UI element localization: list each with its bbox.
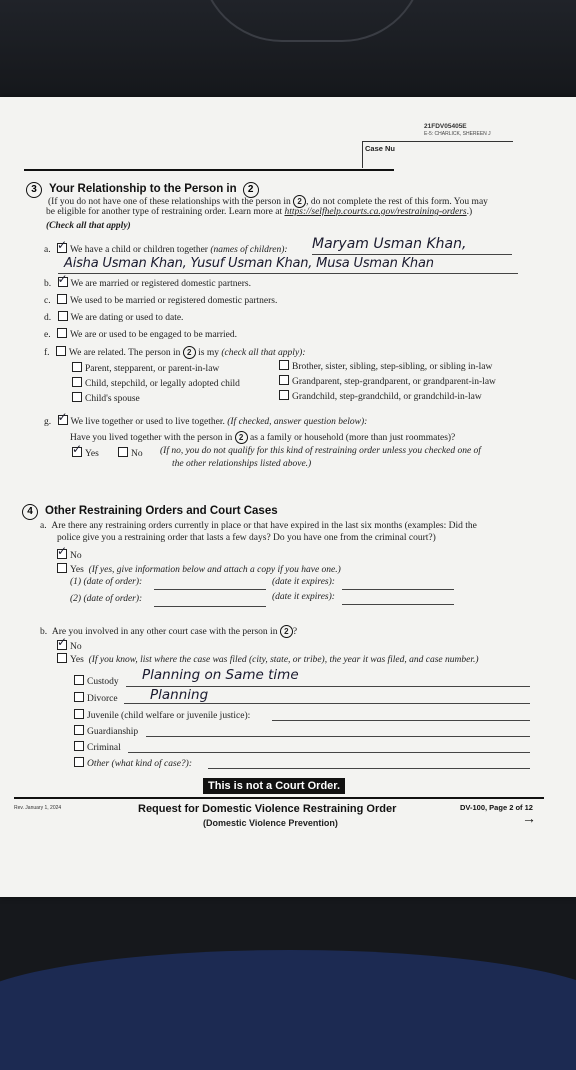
- g-note-line-1: (If no, you do not qualify for this kind of restraining order unless you checked one of: [160, 446, 481, 456]
- item-a-checkbox[interactable]: [57, 243, 67, 253]
- relative-checkbox[interactable]: [72, 392, 82, 402]
- case-other-line[interactable]: [208, 768, 530, 769]
- relative-childs-spouse: [72, 392, 140, 404]
- header-rule: [24, 169, 394, 171]
- item-d-letter: d.: [44, 313, 52, 323]
- g-no-label: No: [131, 449, 143, 459]
- item-e: [44, 328, 237, 340]
- case-guardianship-line[interactable]: [146, 736, 530, 737]
- relative-label: Child, stepchild, or legally adopted child: [85, 379, 240, 389]
- section-3-number: 3: [26, 182, 42, 198]
- s4-b-yes-label: Yes: [70, 655, 84, 665]
- relative-checkbox[interactable]: [279, 360, 289, 370]
- not-court-order-notice: This is not a Court Order.: [203, 778, 345, 794]
- item-e-text: We are or used to be engaged to be married.: [69, 330, 237, 340]
- g-yes-option: [72, 447, 99, 459]
- case-criminal-line[interactable]: [128, 752, 530, 753]
- case-juvenile: [74, 709, 250, 721]
- case-custody-checkbox[interactable]: [74, 675, 84, 685]
- s4-a-yes-note: (If yes, give information below and attach a copy if you have one.): [88, 565, 341, 575]
- case-divorce-line[interactable]: [124, 703, 530, 704]
- check-all-note: (Check all that apply): [46, 221, 131, 231]
- case-number-box: [362, 141, 513, 168]
- item-g-letter: g.: [44, 417, 52, 427]
- g-question-ref: 2: [235, 431, 248, 444]
- order-1-expires-label: (date it expires):: [272, 577, 335, 587]
- s4-a-yes-option: [57, 563, 341, 575]
- item-f-text-b: is my: [198, 348, 219, 358]
- case-criminal-label: Criminal: [87, 743, 121, 753]
- case-divorce-label: Divorce: [87, 694, 118, 704]
- s4-a-letter: a.: [40, 521, 47, 531]
- section-3-intro-line-2: [46, 207, 472, 217]
- next-page-arrow: →: [522, 810, 536, 826]
- item-f-checkbox[interactable]: [56, 346, 66, 356]
- item-g-note: (If checked, answer question below):: [227, 417, 368, 427]
- case-divorce: [74, 692, 118, 704]
- children-line-1: [312, 254, 512, 255]
- item-g-checkbox[interactable]: [58, 415, 68, 425]
- section-4-title: Other Restraining Orders and Court Cases: [45, 505, 278, 517]
- s4-b-no-label: No: [70, 642, 82, 652]
- section-3-title-ref: 2: [243, 182, 259, 198]
- item-f: [44, 346, 306, 359]
- relative-label: Brother, sister, sibling, step-sibling, or sibling in-law: [292, 362, 493, 372]
- item-f-note: (check all that apply):: [221, 348, 306, 358]
- order-2-expires-label: (date it expires):: [272, 592, 335, 602]
- case-custody-handwriting: Planning on Same time: [142, 667, 299, 683]
- order-1-expires-line[interactable]: [342, 589, 454, 590]
- item-f-text-a: We are related. The person in: [68, 348, 181, 358]
- children-names-line-2: Aisha Usman Khan, Yusuf Usman Khan, Musa Usman Khan: [64, 256, 434, 271]
- s4-a-yes-label: Yes: [70, 565, 84, 575]
- section-4-header: [22, 501, 278, 520]
- item-a-note: (names of children):: [210, 245, 288, 255]
- children-names-line-1: Maryam Usman Khan,: [312, 236, 467, 252]
- order-1-label: (1) (date of order):: [70, 577, 143, 587]
- section-4-number: 4: [22, 504, 38, 520]
- form-title: Request for Domestic Violence Restraining Order: [138, 803, 397, 815]
- item-d-checkbox[interactable]: [58, 311, 68, 321]
- g-question-b: as a family or household (more than just roommates)?: [250, 433, 456, 443]
- s4-a-no-label: No: [70, 551, 82, 561]
- case-juvenile-checkbox[interactable]: [74, 709, 84, 719]
- intro-1b: , do not complete the rest of this form. You may: [306, 197, 488, 207]
- s4-a-no-checkbox[interactable]: [57, 549, 67, 559]
- relative-checkbox[interactable]: [279, 390, 289, 400]
- case-criminal: [74, 741, 121, 753]
- s4-b-no-option: [57, 640, 82, 652]
- item-e-checkbox[interactable]: [57, 328, 67, 338]
- item-a: [44, 243, 288, 255]
- item-c-text: We used to be married or registered domestic partners.: [69, 296, 278, 306]
- g-yes-checkbox[interactable]: [72, 447, 82, 457]
- form-page: [0, 97, 576, 897]
- order-2-expires-line[interactable]: [342, 604, 454, 605]
- item-a-letter: a.: [44, 245, 51, 255]
- case-divorce-handwriting: Planning: [150, 687, 209, 703]
- case-other-checkbox[interactable]: [74, 757, 84, 767]
- children-line-2: [58, 273, 518, 274]
- relative-sibling: [279, 360, 492, 372]
- relative-checkbox[interactable]: [72, 362, 82, 372]
- item-g: [44, 415, 367, 427]
- section-3-title: Your Relationship to the Person in: [49, 183, 237, 195]
- s4-b-q-b: ?: [292, 627, 298, 637]
- relative-grandparent: [279, 375, 496, 387]
- s4-a-no-option: [57, 549, 82, 561]
- case-juvenile-label: Juvenile (child welfare or juvenile justice):: [87, 711, 251, 721]
- case-criminal-checkbox[interactable]: [74, 741, 84, 751]
- g-question-a: Have you lived together with the person in: [70, 433, 233, 443]
- relative-label: Child's spouse: [85, 394, 140, 404]
- intro-1-ref: 2: [293, 195, 306, 208]
- g-no-option: [118, 447, 143, 459]
- case-ref: 21FDV05405E: [424, 123, 467, 130]
- item-g-text: We live together or used to live together.: [70, 417, 225, 427]
- g-question: [70, 431, 455, 444]
- g-yes-label: Yes: [85, 449, 99, 459]
- relative-grandchild: [279, 390, 482, 402]
- s4-b-yes-option: [57, 653, 479, 665]
- intro-2b: .): [466, 207, 473, 217]
- case-other: [74, 757, 192, 769]
- s4-a-q1: Are there any restraining orders currently in place or that have expired in the last six months (examples: Did the: [51, 521, 477, 531]
- item-d-text: We are dating or used to date.: [70, 313, 184, 323]
- s4-b-question: [40, 625, 297, 638]
- item-b-text: We are married or registered domestic partners.: [70, 279, 251, 289]
- intro-2a: be eligible for another type of restraining order. Learn more at: [46, 207, 283, 217]
- item-c-letter: c.: [44, 296, 51, 306]
- s4-a-question-2: police give you a restraining order that lasts a few days? Do you have one from the criminal court?): [57, 533, 436, 543]
- item-e-letter: e.: [44, 330, 51, 340]
- case-divorce-checkbox[interactable]: [74, 692, 84, 702]
- item-a-text: We have a child or children together: [69, 245, 208, 255]
- s4-a-question-1: [40, 521, 477, 531]
- revision-date: Rev. January 1, 2024: [14, 805, 62, 811]
- item-b: [44, 277, 251, 289]
- item-c-checkbox[interactable]: [57, 294, 67, 304]
- case-number-label: Case Nu: [365, 144, 396, 153]
- item-b-letter: b.: [44, 279, 52, 289]
- order-1-date-line[interactable]: [154, 589, 266, 590]
- s4-b-q-ref: 2: [280, 625, 293, 638]
- relative-checkbox[interactable]: [72, 377, 82, 387]
- s4-b-yes-checkbox[interactable]: [57, 653, 67, 663]
- s4-b-yes-note: (If you know, list where the case was filed (city, state, or tribe), the year it was filed, and case number.): [88, 655, 479, 665]
- case-ref-sub: E-5: CHARLICK, SHEREEN J: [424, 131, 491, 137]
- order-2-label: (2) (date of order):: [70, 594, 143, 604]
- case-guardianship: [74, 725, 138, 737]
- relative-child: [72, 377, 240, 389]
- case-juvenile-line[interactable]: [272, 720, 530, 721]
- form-id: DV-100, Page 2 of 12: [460, 803, 533, 812]
- case-guardianship-checkbox[interactable]: [74, 725, 84, 735]
- footer-rule: [14, 797, 544, 799]
- item-f-letter: f.: [44, 348, 50, 358]
- s4-a-yes-checkbox[interactable]: [57, 563, 67, 573]
- case-guardianship-label: Guardianship: [87, 727, 139, 737]
- g-no-checkbox[interactable]: [118, 447, 128, 457]
- relative-label: Grandchild, step-grandchild, or grandchild-in-law: [292, 392, 482, 402]
- order-2-date-line[interactable]: [154, 606, 266, 607]
- case-other-label: Other (what kind of case?):: [87, 759, 193, 769]
- s4-b-no-checkbox[interactable]: [57, 640, 67, 650]
- g-note-line-2: the other relationships listed above.): [172, 459, 312, 469]
- form-subtitle: (Domestic Violence Prevention): [203, 818, 338, 828]
- relative-label: Grandparent, step-grandparent, or grandparent-in-law: [292, 377, 496, 387]
- relative-checkbox[interactable]: [279, 375, 289, 385]
- s4-b-letter: b.: [40, 627, 48, 637]
- relative-parent: [72, 362, 219, 374]
- item-f-ref: 2: [183, 346, 196, 359]
- case-custody: [74, 675, 119, 687]
- item-c: [44, 294, 277, 306]
- background-blue-object: [0, 950, 576, 1070]
- s4-b-q-a: Are you involved in any other court case with the person in: [51, 627, 278, 637]
- relative-label: Parent, stepparent, or parent-in-law: [85, 364, 220, 374]
- selfhelp-link[interactable]: https://selfhelp.courts.ca.gov/restraining-orders: [284, 207, 467, 217]
- intro-1a: (If you do not have one of these relationships with the person in: [48, 197, 291, 207]
- item-b-checkbox[interactable]: [58, 277, 68, 287]
- case-custody-label: Custody: [87, 677, 119, 687]
- item-d: [44, 311, 183, 323]
